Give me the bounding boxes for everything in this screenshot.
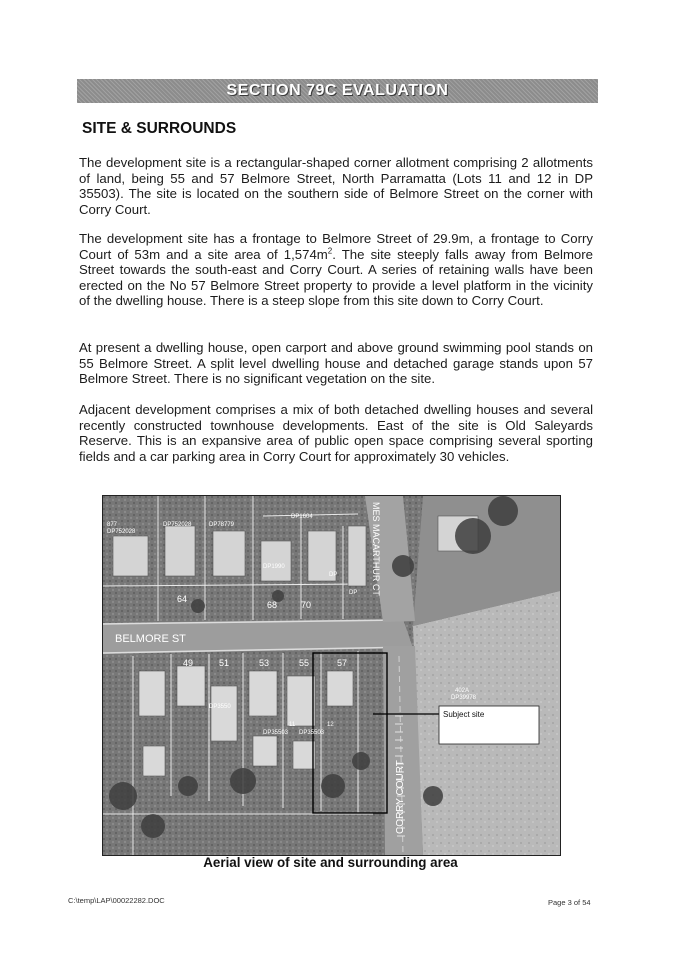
paragraph-adjacent-development: Adjacent development comprises a mix of both detached dwelling houses and several recently constructed townhouse developments. East of the site is Old Saleyards Reserve. This is an expansive area of public open space comprising several sporting fields and a car parking area in Corry Court for approximately 30 vehicles. bbox=[79, 402, 593, 464]
map-label-belmore-st: BELMORE ST bbox=[115, 633, 186, 645]
lot-label: DP35503 bbox=[299, 730, 325, 736]
lot-number: 53 bbox=[259, 658, 270, 668]
lot-label: DP3550 bbox=[209, 704, 231, 710]
section-banner-title: SECTION 79C EVALUATION bbox=[226, 82, 449, 99]
lot-label: DP752028 bbox=[107, 529, 136, 535]
lot-label: DP1604 bbox=[291, 514, 313, 520]
superscript-squared: 2 bbox=[327, 246, 333, 256]
lot-label: DP bbox=[329, 572, 338, 578]
lot-label: DP78779 bbox=[209, 522, 235, 528]
lot-label: 402A bbox=[455, 688, 470, 694]
lot-label: 877 bbox=[107, 522, 118, 528]
lot-label: DP752028 bbox=[163, 522, 192, 528]
lot-label: 12 bbox=[327, 722, 334, 728]
aerial-map bbox=[103, 496, 560, 855]
section-heading: SITE & SURROUNDS bbox=[82, 120, 237, 137]
lot-number: 49 bbox=[183, 658, 194, 668]
lot-number: 70 bbox=[301, 600, 312, 610]
footer-file-path: C:\temp\LAP\00022282.DOC bbox=[68, 896, 165, 905]
lot-number: 51 bbox=[219, 658, 230, 668]
figure-caption: Aerial view of site and surrounding area bbox=[203, 855, 458, 870]
section-banner bbox=[77, 79, 598, 103]
lot-number: 57 bbox=[337, 658, 348, 668]
lot-label: 11 bbox=[289, 722, 296, 728]
paragraph-existing-buildings: At present a dwelling house, open carport and above ground swimming pool stands on 55 Belmore Street. A split level dwelling house and detached garage stands upon 57 Belmore Street. There is no significant vegetation on the site. bbox=[79, 340, 593, 387]
lot-label: DP39978 bbox=[451, 695, 477, 701]
lot-number: 68 bbox=[267, 600, 278, 610]
lot-label: DP1990 bbox=[263, 564, 285, 570]
map-label-corry-court: CORRY COURT bbox=[395, 760, 406, 834]
paragraph-site-frontage bbox=[79, 231, 593, 309]
paragraph-site-frontage-part2: . The site steeply falls away from Belmore Street towards the south-east and Corry Court. A series of retaining walls have been erected on the No 57 Belmore Street property to provide a level platform in the vicinity of the dwelling house. There is a steep slope from this site down to Corry Court. bbox=[79, 246, 593, 309]
paragraph-site-frontage-part1: The development site has a frontage to Belmore Street of 29.9m, a frontage to Corry Court of 53m and a site area of 1,574m bbox=[79, 231, 593, 262]
paragraph-site-description: The development site is a rectangular-shaped corner allotment comprising 2 allotments of land, being 55 and 57 Belmore Street, North Parramatta (Lots 11 and 12 in DP 35503). The site is located on the southern side of Belmore Street on the corner with Corry Court. bbox=[79, 155, 593, 217]
lot-label: DP bbox=[349, 590, 358, 596]
lot-label: DP35503 bbox=[263, 730, 289, 736]
subject-site-label: Subject site bbox=[443, 710, 485, 719]
map-label-macarthur-ct: MES MACARTHUR CT bbox=[371, 502, 381, 596]
aerial-photo bbox=[102, 495, 561, 856]
footer-page-number: Page 3 of 54 bbox=[548, 898, 591, 907]
lot-number: 55 bbox=[299, 658, 310, 668]
lot-number: 64 bbox=[177, 594, 188, 604]
